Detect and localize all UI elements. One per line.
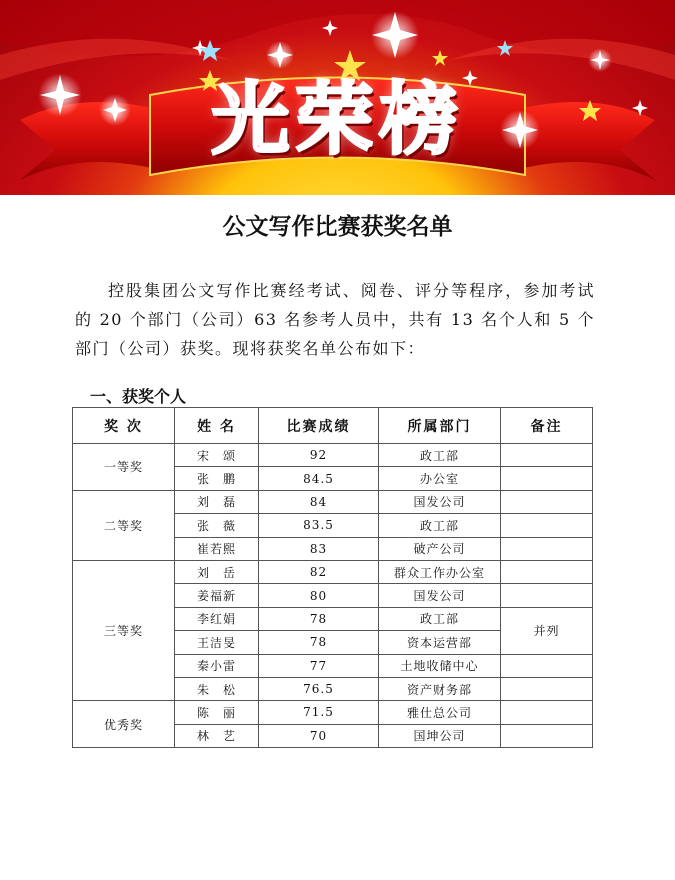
winner-score: 80 [259,584,379,607]
winner-name: 李红娟 [175,607,259,630]
winner-department: 国发公司 [379,584,501,607]
award-level-cell: 二等奖 [73,490,175,560]
table-row [73,444,593,467]
page-title: 公文写作比赛获奖名单 [222,214,453,240]
winner-department: 资产财务部 [379,677,501,700]
remarks-cell [501,677,593,700]
remarks-cell [501,584,593,607]
award-level-cell: 三等奖 [73,560,175,700]
intro-paragraph: 控股集团公文写作比赛经考试、阅卷、评分等程序，参加考试的 20 个部门（公司）63 名参考人员中，共有 13 名个人和 5 个部门（公司）获奖。现将获奖名单公布如下： [75,281,595,358]
winner-department: 国坤公司 [379,724,501,747]
award-level-cell: 一等奖 [73,444,175,491]
winner-name: 陈 丽 [175,701,259,724]
remarks-cell [501,724,593,747]
header-award-level: 奖 次 [73,408,175,444]
winner-name: 林 艺 [175,724,259,747]
table-header-row [73,408,593,444]
winner-name: 张 薇 [175,514,259,537]
winner-name: 朱 松 [175,677,259,700]
winner-department: 政工部 [379,444,501,467]
winner-name: 秦小雷 [175,654,259,677]
winner-name: 崔若熙 [175,537,259,560]
winner-score: 77 [259,654,379,677]
winner-department: 雅仕总公司 [379,701,501,724]
header-department: 所属部门 [379,408,501,444]
table-row [73,701,593,724]
table-row [73,490,593,513]
winner-score: 83.5 [259,514,379,537]
banner-title: 光荣榜 [211,75,464,165]
remarks-cell [501,467,593,490]
winner-department: 破产公司 [379,537,501,560]
section-heading: 一、获奖个人 [90,387,187,406]
table-row [73,560,593,583]
winner-department: 办公室 [379,467,501,490]
header-name: 姓 名 [175,408,259,444]
winner-department: 土地收储中心 [379,654,501,677]
header-remarks: 备注 [501,408,593,444]
winner-name: 刘 磊 [175,490,259,513]
winner-department: 资本运营部 [379,631,501,654]
tie-note-cell: 并列 [501,607,593,654]
remarks-cell [501,444,593,467]
winner-score: 92 [259,444,379,467]
winner-department: 政工部 [379,514,501,537]
winner-score: 84 [259,490,379,513]
winner-score: 83 [259,537,379,560]
winner-score: 70 [259,724,379,747]
remarks-cell [501,654,593,677]
winner-department: 群众工作办公室 [379,560,501,583]
winner-score: 78 [259,607,379,630]
winner-name: 张 鹏 [175,467,259,490]
remarks-cell [501,701,593,724]
award-level-cell: 优秀奖 [73,701,175,748]
remarks-cell [501,490,593,513]
winner-department: 政工部 [379,607,501,630]
winner-name: 王洁旻 [175,631,259,654]
remarks-cell [501,537,593,560]
winner-department: 国发公司 [379,490,501,513]
remarks-cell [501,514,593,537]
header-score: 比赛成绩 [259,408,379,444]
winner-name: 宋 颂 [175,444,259,467]
honor-roll-banner [0,0,675,195]
winner-score: 71.5 [259,701,379,724]
winner-score: 76.5 [259,677,379,700]
awards-table [72,407,593,748]
winner-name: 刘 岳 [175,560,259,583]
remarks-cell [501,560,593,583]
winner-score: 82 [259,560,379,583]
winner-name: 姜福新 [175,584,259,607]
winner-score: 78 [259,631,379,654]
winner-score: 84.5 [259,467,379,490]
